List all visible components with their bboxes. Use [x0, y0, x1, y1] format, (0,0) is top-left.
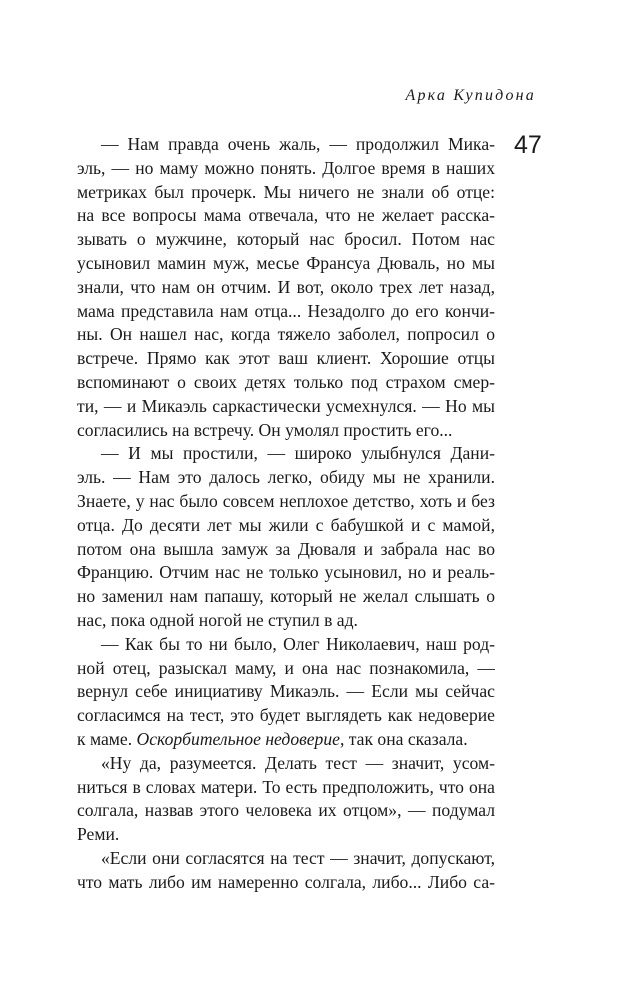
text-segment: ниться в словах матери. То есть предположить, что она [77, 776, 495, 797]
text-segment: метриках был прочерк. Мы ничего не знали об отце: [77, 181, 495, 202]
text-line [77, 609, 495, 633]
text-line [77, 323, 495, 347]
text-line [77, 538, 495, 562]
text-segment: согласимся на тест, это будет выглядеть как недоверие [77, 705, 495, 726]
text-line [77, 228, 495, 252]
text-segment: знали, что нам он отчим. И вот, около трех лет назад, [77, 276, 495, 297]
text-segment: к маме. [77, 728, 137, 749]
text-segment: усыновил мамин муж, месье Франсуа Дюваль, но мы [77, 252, 495, 273]
text-line [77, 657, 495, 681]
text-segment: нас, пока одной ногой не ступил в ад. [77, 609, 358, 630]
text-line [77, 871, 495, 895]
text-line [77, 490, 495, 514]
text-line [77, 799, 495, 823]
text-line [77, 585, 495, 609]
text-segment: ны. Он нашел нас, когда тяжело заболел, попросил о [77, 324, 495, 345]
text-line [77, 680, 495, 704]
text-line [77, 561, 495, 585]
text-line [77, 300, 495, 324]
text-segment: , так она сказала. [339, 728, 468, 749]
text-segment: мама представила нам отца... Незадолго до его кончи- [77, 300, 495, 321]
text-line [77, 442, 495, 466]
text-line [77, 157, 495, 181]
text-line [77, 466, 495, 490]
text-line [77, 514, 495, 538]
text-segment: — И мы простили, — широко улыбнулся Дани- [101, 443, 495, 464]
text-segment: — Как бы то ни было, Олег Николаевич, наш род- [101, 633, 495, 654]
italic-text: Оскорбительное недоверие [136, 728, 340, 749]
text-line [77, 847, 495, 871]
text-segment: согласились на встречу. Он умолял простить его... [77, 419, 453, 440]
text-segment: вспоминают о своих детях только под страхом смер- [77, 371, 495, 392]
text-line [77, 181, 495, 205]
text-segment: отца. До десяти лет мы жили с бабушкой и с мамой, [77, 514, 495, 535]
text-segment: но заменил нам папашу, который не желал слышать о [77, 586, 495, 607]
text-line [77, 752, 495, 776]
text-segment: потом она вышла замуж за Дюваля и забрала нас во [77, 538, 495, 559]
text-segment: зывать о мужчине, который нас бросил. Потом нас [77, 229, 495, 250]
text-line [77, 419, 495, 443]
body-text [77, 133, 495, 895]
text-line [77, 395, 495, 419]
text-line [77, 371, 495, 395]
text-segment: — Нам правда очень жаль, — продолжил Мика- [101, 134, 495, 154]
text-segment: ной отец, разыскал маму, и она нас познакомила, — [77, 657, 495, 678]
text-line [77, 204, 495, 228]
text-line [77, 633, 495, 657]
text-segment: вернул себе инициативу Микаэль. — Если мы сейчас [77, 681, 495, 702]
text-segment: «Ну да, разумеется. Делать тест — значит, усом- [101, 752, 495, 773]
text-segment: Реми. [77, 824, 120, 845]
text-segment: Францию. Отчим нас не только усыновил, но и реаль- [77, 562, 495, 583]
text-segment: встрече. Прямо как этот ваш клиент. Хорошие отцы [77, 348, 495, 369]
text-segment: что мать либо им намеренно солгала, либо... Либо са- [77, 871, 495, 892]
text-line [77, 276, 495, 300]
text-line [77, 133, 495, 157]
page-number: 47 [514, 131, 542, 159]
text-line [77, 823, 495, 847]
text-line [77, 704, 495, 728]
text-segment: эль, — но маму можно понять. Долгое время в наших [77, 157, 495, 178]
text-segment: «Если они согласятся на тест — значит, допускают, [101, 847, 495, 868]
text-segment: эль. — Нам это далось легко, обиду мы не хранили. [77, 467, 495, 488]
text-segment: на все вопросы мама отвечала, что не желает расска- [77, 205, 495, 226]
running-head-title: Арка Купидона [405, 87, 536, 104]
text-segment: ти, — и Микаэль саркастически усмехнулся. — Но мы [77, 395, 495, 416]
text-line [77, 252, 495, 276]
text-line [77, 776, 495, 800]
text-line [77, 728, 495, 752]
text-line [77, 347, 495, 371]
text-segment: Знаете, у нас было совсем неплохое детство, хоть и без [77, 490, 495, 511]
text-segment: солгала, назвав этого человека их отцом», — подумал [77, 800, 495, 821]
